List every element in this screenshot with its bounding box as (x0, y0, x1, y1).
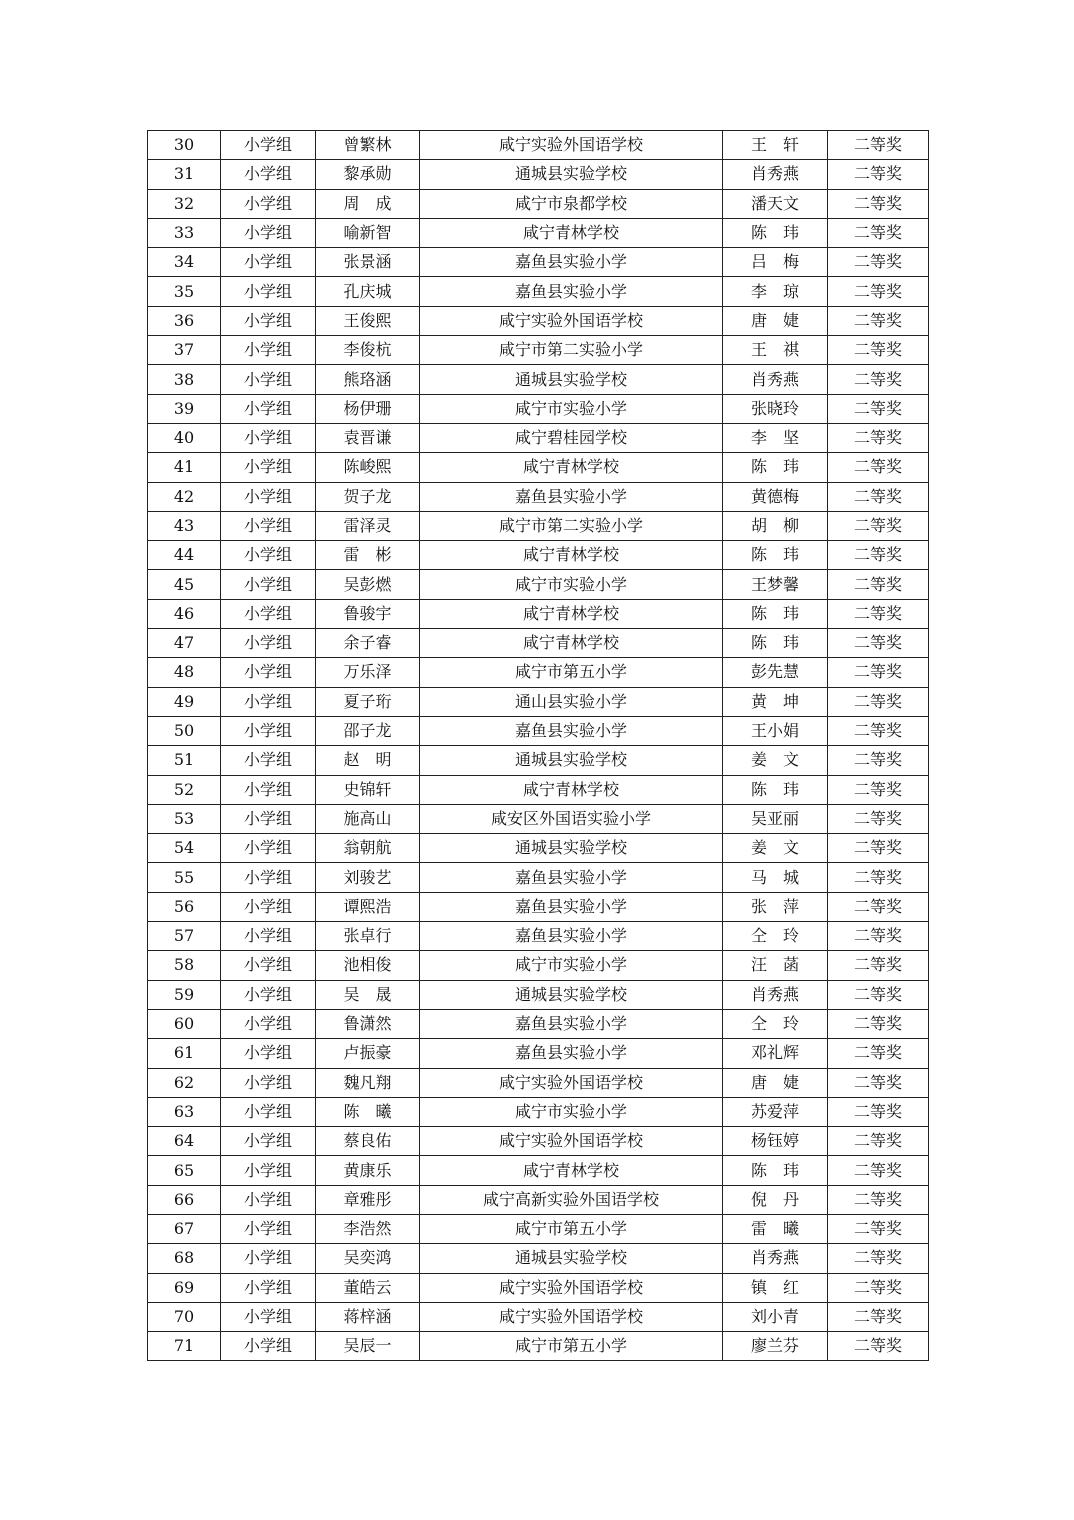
group-cell: 小学组 (221, 248, 316, 277)
row-number: 48 (148, 658, 221, 687)
row-number: 47 (148, 629, 221, 658)
student-name: 刘骏艺 (316, 863, 420, 892)
student-name: 孔庆城 (316, 277, 420, 306)
row-number: 42 (148, 482, 221, 511)
teacher-name: 陈 玮 (723, 541, 828, 570)
group-cell: 小学组 (221, 482, 316, 511)
teacher-name: 肖秀燕 (723, 980, 828, 1009)
table-row (148, 951, 929, 980)
award-cell: 二等奖 (828, 365, 929, 394)
teacher-name: 王 轩 (723, 131, 828, 160)
school-cell: 咸宁青林学校 (420, 453, 723, 482)
table-row (148, 1097, 929, 1126)
row-number: 61 (148, 1039, 221, 1068)
teacher-name: 刘小青 (723, 1302, 828, 1331)
table-row (148, 863, 929, 892)
student-name: 陈 曦 (316, 1097, 420, 1126)
student-name: 翁朝航 (316, 834, 420, 863)
table-row (148, 306, 929, 335)
school-cell: 通城县实验学校 (420, 980, 723, 1009)
school-cell: 咸宁青林学校 (420, 541, 723, 570)
row-number: 57 (148, 922, 221, 951)
school-cell: 通城县实验学校 (420, 365, 723, 394)
school-cell: 咸宁实验外国语学校 (420, 306, 723, 335)
award-cell: 二等奖 (828, 1332, 929, 1361)
group-cell: 小学组 (221, 775, 316, 804)
teacher-name: 肖秀燕 (723, 160, 828, 189)
school-cell: 咸宁市泉都学校 (420, 189, 723, 218)
row-number: 39 (148, 394, 221, 423)
student-name: 蔡良佑 (316, 1127, 420, 1156)
table-row (148, 131, 929, 160)
award-cell: 二等奖 (828, 394, 929, 423)
teacher-name: 雷 曦 (723, 1214, 828, 1243)
school-cell: 嘉鱼县实验小学 (420, 1039, 723, 1068)
award-cell: 二等奖 (828, 892, 929, 921)
student-name: 陈峻熙 (316, 453, 420, 482)
row-number: 67 (148, 1214, 221, 1243)
award-cell: 二等奖 (828, 1097, 929, 1126)
student-name: 施高山 (316, 804, 420, 833)
teacher-name: 陈 玮 (723, 599, 828, 628)
school-cell: 嘉鱼县实验小学 (420, 863, 723, 892)
teacher-name: 苏爱萍 (723, 1097, 828, 1126)
group-cell: 小学组 (221, 394, 316, 423)
award-cell: 二等奖 (828, 277, 929, 306)
table-row (148, 1127, 929, 1156)
table-row (148, 834, 929, 863)
school-cell: 通城县实验学校 (420, 1244, 723, 1273)
student-name: 曾繁林 (316, 131, 420, 160)
student-name: 李浩然 (316, 1214, 420, 1243)
school-cell: 咸宁市第五小学 (420, 1332, 723, 1361)
school-cell: 咸宁高新实验外国语学校 (420, 1185, 723, 1214)
group-cell: 小学组 (221, 365, 316, 394)
teacher-name: 姜 文 (723, 834, 828, 863)
group-cell: 小学组 (221, 511, 316, 540)
award-cell: 二等奖 (828, 1185, 929, 1214)
group-cell: 小学组 (221, 1009, 316, 1038)
group-cell: 小学组 (221, 1097, 316, 1126)
school-cell: 咸宁市第五小学 (420, 1214, 723, 1243)
table-row (148, 716, 929, 745)
table-row (148, 248, 929, 277)
award-cell: 二等奖 (828, 863, 929, 892)
table-row (148, 1214, 929, 1243)
school-cell: 通城县实验学校 (420, 746, 723, 775)
teacher-name: 仝 玲 (723, 1009, 828, 1038)
group-cell: 小学组 (221, 336, 316, 365)
teacher-name: 黄德梅 (723, 482, 828, 511)
teacher-name: 陈 玮 (723, 775, 828, 804)
group-cell: 小学组 (221, 658, 316, 687)
teacher-name: 王 祺 (723, 336, 828, 365)
school-cell: 咸宁实验外国语学校 (420, 1127, 723, 1156)
student-name: 王俊熙 (316, 306, 420, 335)
school-cell: 咸宁青林学校 (420, 1156, 723, 1185)
school-cell: 咸宁实验外国语学校 (420, 131, 723, 160)
row-number: 50 (148, 716, 221, 745)
table-row (148, 804, 929, 833)
group-cell: 小学组 (221, 980, 316, 1009)
table-row (148, 1273, 929, 1302)
row-number: 63 (148, 1097, 221, 1126)
teacher-name: 廖兰芬 (723, 1332, 828, 1361)
award-cell: 二等奖 (828, 511, 929, 540)
school-cell: 咸宁市实验小学 (420, 1097, 723, 1126)
teacher-name: 邓礼辉 (723, 1039, 828, 1068)
teacher-name: 马 城 (723, 863, 828, 892)
row-number: 45 (148, 570, 221, 599)
group-cell: 小学组 (221, 746, 316, 775)
school-cell: 嘉鱼县实验小学 (420, 716, 723, 745)
table-row (148, 277, 929, 306)
teacher-name: 陈 玮 (723, 218, 828, 247)
student-name: 吴奕鸿 (316, 1244, 420, 1273)
school-cell: 咸宁青林学校 (420, 629, 723, 658)
teacher-name: 王小娟 (723, 716, 828, 745)
table-row (148, 687, 929, 716)
table-row (148, 746, 929, 775)
student-name: 张卓行 (316, 922, 420, 951)
school-cell: 通城县实验学校 (420, 834, 723, 863)
group-cell: 小学组 (221, 423, 316, 452)
group-cell: 小学组 (221, 1214, 316, 1243)
table-row (148, 599, 929, 628)
row-number: 54 (148, 834, 221, 863)
row-number: 34 (148, 248, 221, 277)
table-row (148, 423, 929, 452)
award-cell: 二等奖 (828, 1214, 929, 1243)
group-cell: 小学组 (221, 1127, 316, 1156)
row-number: 52 (148, 775, 221, 804)
group-cell: 小学组 (221, 892, 316, 921)
row-number: 35 (148, 277, 221, 306)
teacher-name: 李 琼 (723, 277, 828, 306)
teacher-name: 杨钰婷 (723, 1127, 828, 1156)
school-cell: 咸宁实验外国语学校 (420, 1273, 723, 1302)
row-number: 53 (148, 804, 221, 833)
award-cell: 二等奖 (828, 746, 929, 775)
teacher-name: 肖秀燕 (723, 1244, 828, 1273)
school-cell: 咸宁青林学校 (420, 218, 723, 247)
row-number: 70 (148, 1302, 221, 1331)
award-cell: 二等奖 (828, 775, 929, 804)
school-cell: 咸安区外国语实验小学 (420, 804, 723, 833)
group-cell: 小学组 (221, 189, 316, 218)
award-cell: 二等奖 (828, 922, 929, 951)
table-row (148, 658, 929, 687)
group-cell: 小学组 (221, 716, 316, 745)
group-cell: 小学组 (221, 629, 316, 658)
award-cell: 二等奖 (828, 1009, 929, 1038)
school-cell: 嘉鱼县实验小学 (420, 277, 723, 306)
group-cell: 小学组 (221, 951, 316, 980)
row-number: 30 (148, 131, 221, 160)
table-row (148, 1039, 929, 1068)
school-cell: 嘉鱼县实验小学 (420, 892, 723, 921)
student-name: 万乐泽 (316, 658, 420, 687)
table-row (148, 336, 929, 365)
award-cell: 二等奖 (828, 951, 929, 980)
row-number: 68 (148, 1244, 221, 1273)
school-cell: 咸宁市第二实验小学 (420, 511, 723, 540)
student-name: 吴彭燃 (316, 570, 420, 599)
table-row (148, 541, 929, 570)
table-row (148, 218, 929, 247)
row-number: 41 (148, 453, 221, 482)
row-number: 40 (148, 423, 221, 452)
award-cell: 二等奖 (828, 980, 929, 1009)
student-name: 蒋梓涵 (316, 1302, 420, 1331)
teacher-name: 仝 玲 (723, 922, 828, 951)
school-cell: 咸宁市第二实验小学 (420, 336, 723, 365)
table-row (148, 1185, 929, 1214)
student-name: 张景涵 (316, 248, 420, 277)
group-cell: 小学组 (221, 1156, 316, 1185)
school-cell: 嘉鱼县实验小学 (420, 922, 723, 951)
award-cell: 二等奖 (828, 1244, 929, 1273)
school-cell: 咸宁实验外国语学校 (420, 1068, 723, 1097)
student-name: 雷 彬 (316, 541, 420, 570)
award-cell: 二等奖 (828, 629, 929, 658)
school-cell: 咸宁市实验小学 (420, 394, 723, 423)
row-number: 58 (148, 951, 221, 980)
row-number: 43 (148, 511, 221, 540)
student-name: 余子睿 (316, 629, 420, 658)
student-name: 袁晋谦 (316, 423, 420, 452)
school-cell: 咸宁市第五小学 (420, 658, 723, 687)
award-cell: 二等奖 (828, 658, 929, 687)
group-cell: 小学组 (221, 1068, 316, 1097)
row-number: 55 (148, 863, 221, 892)
table-row (148, 1009, 929, 1038)
row-number: 38 (148, 365, 221, 394)
student-name: 邵子龙 (316, 716, 420, 745)
award-cell: 二等奖 (828, 189, 929, 218)
student-name: 谭熙浩 (316, 892, 420, 921)
teacher-name: 汪 菡 (723, 951, 828, 980)
teacher-name: 倪 丹 (723, 1185, 828, 1214)
student-name: 李俊杭 (316, 336, 420, 365)
student-name: 黎承勋 (316, 160, 420, 189)
row-number: 49 (148, 687, 221, 716)
award-cell: 二等奖 (828, 570, 929, 599)
table-row (148, 629, 929, 658)
row-number: 36 (148, 306, 221, 335)
student-name: 卢振豪 (316, 1039, 420, 1068)
award-cell: 二等奖 (828, 1302, 929, 1331)
award-cell: 二等奖 (828, 804, 929, 833)
table-row (148, 1156, 929, 1185)
student-name: 周 成 (316, 189, 420, 218)
teacher-name: 黄 坤 (723, 687, 828, 716)
teacher-name: 唐 婕 (723, 1068, 828, 1097)
student-name: 熊珞涵 (316, 365, 420, 394)
teacher-name: 肖秀燕 (723, 365, 828, 394)
school-cell: 咸宁青林学校 (420, 775, 723, 804)
school-cell: 嘉鱼县实验小学 (420, 1009, 723, 1038)
student-name: 贺子龙 (316, 482, 420, 511)
award-cell: 二等奖 (828, 218, 929, 247)
group-cell: 小学组 (221, 160, 316, 189)
school-cell: 咸宁碧桂园学校 (420, 423, 723, 452)
award-cell: 二等奖 (828, 1156, 929, 1185)
table-row (148, 453, 929, 482)
award-cell: 二等奖 (828, 423, 929, 452)
row-number: 33 (148, 218, 221, 247)
teacher-name: 陈 玮 (723, 453, 828, 482)
teacher-name: 彭先慧 (723, 658, 828, 687)
school-cell: 嘉鱼县实验小学 (420, 248, 723, 277)
student-name: 吴 晟 (316, 980, 420, 1009)
award-cell: 二等奖 (828, 599, 929, 628)
student-name: 雷泽灵 (316, 511, 420, 540)
teacher-name: 张 萍 (723, 892, 828, 921)
student-name: 董皓云 (316, 1273, 420, 1302)
award-cell: 二等奖 (828, 1068, 929, 1097)
award-table-body (148, 131, 929, 1361)
student-name: 魏凡翔 (316, 1068, 420, 1097)
group-cell: 小学组 (221, 1273, 316, 1302)
row-number: 65 (148, 1156, 221, 1185)
row-number: 64 (148, 1127, 221, 1156)
group-cell: 小学组 (221, 570, 316, 599)
table-row (148, 892, 929, 921)
row-number: 59 (148, 980, 221, 1009)
group-cell: 小学组 (221, 863, 316, 892)
school-cell: 通城县实验学校 (420, 160, 723, 189)
row-number: 62 (148, 1068, 221, 1097)
table-row (148, 1302, 929, 1331)
group-cell: 小学组 (221, 131, 316, 160)
school-cell: 嘉鱼县实验小学 (420, 482, 723, 511)
group-cell: 小学组 (221, 804, 316, 833)
teacher-name: 陈 玮 (723, 1156, 828, 1185)
award-cell: 二等奖 (828, 131, 929, 160)
student-name: 史锦轩 (316, 775, 420, 804)
group-cell: 小学组 (221, 306, 316, 335)
table-row (148, 189, 929, 218)
teacher-name: 姜 文 (723, 746, 828, 775)
teacher-name: 胡 柳 (723, 511, 828, 540)
row-number: 46 (148, 599, 221, 628)
table-row (148, 1068, 929, 1097)
award-cell: 二等奖 (828, 541, 929, 570)
group-cell: 小学组 (221, 1302, 316, 1331)
award-cell: 二等奖 (828, 336, 929, 365)
award-cell: 二等奖 (828, 160, 929, 189)
group-cell: 小学组 (221, 1039, 316, 1068)
table-row (148, 1244, 929, 1273)
school-cell: 咸宁市实验小学 (420, 951, 723, 980)
student-name: 池相俊 (316, 951, 420, 980)
school-cell: 咸宁青林学校 (420, 599, 723, 628)
teacher-name: 吕 梅 (723, 248, 828, 277)
table-row (148, 160, 929, 189)
table-row (148, 1332, 929, 1361)
row-number: 69 (148, 1273, 221, 1302)
row-number: 31 (148, 160, 221, 189)
row-number: 51 (148, 746, 221, 775)
award-cell: 二等奖 (828, 834, 929, 863)
award-cell: 二等奖 (828, 1039, 929, 1068)
student-name: 黄康乐 (316, 1156, 420, 1185)
teacher-name: 镇 红 (723, 1273, 828, 1302)
award-cell: 二等奖 (828, 248, 929, 277)
award-cell: 二等奖 (828, 1273, 929, 1302)
row-number: 32 (148, 189, 221, 218)
student-name: 喻新智 (316, 218, 420, 247)
table-row (148, 365, 929, 394)
table-row (148, 980, 929, 1009)
row-number: 60 (148, 1009, 221, 1038)
row-number: 37 (148, 336, 221, 365)
student-name: 鲁潇然 (316, 1009, 420, 1038)
award-cell: 二等奖 (828, 1127, 929, 1156)
group-cell: 小学组 (221, 599, 316, 628)
row-number: 71 (148, 1332, 221, 1361)
group-cell: 小学组 (221, 218, 316, 247)
school-cell: 咸宁市实验小学 (420, 570, 723, 599)
award-cell: 二等奖 (828, 687, 929, 716)
teacher-name: 吴亚丽 (723, 804, 828, 833)
table-row (148, 570, 929, 599)
award-cell: 二等奖 (828, 306, 929, 335)
teacher-name: 李 坚 (723, 423, 828, 452)
group-cell: 小学组 (221, 687, 316, 716)
teacher-name: 潘天文 (723, 189, 828, 218)
row-number: 66 (148, 1185, 221, 1214)
group-cell: 小学组 (221, 922, 316, 951)
group-cell: 小学组 (221, 541, 316, 570)
row-number: 56 (148, 892, 221, 921)
student-name: 吴辰一 (316, 1332, 420, 1361)
group-cell: 小学组 (221, 1244, 316, 1273)
group-cell: 小学组 (221, 1185, 316, 1214)
teacher-name: 张晓玲 (723, 394, 828, 423)
school-cell: 通山县实验小学 (420, 687, 723, 716)
student-name: 鲁骏宇 (316, 599, 420, 628)
table-row (148, 394, 929, 423)
student-name: 夏子珩 (316, 687, 420, 716)
table-row (148, 511, 929, 540)
table-row (148, 482, 929, 511)
row-number: 44 (148, 541, 221, 570)
teacher-name: 陈 玮 (723, 629, 828, 658)
group-cell: 小学组 (221, 1332, 316, 1361)
award-table (147, 130, 929, 1361)
award-cell: 二等奖 (828, 716, 929, 745)
award-cell: 二等奖 (828, 482, 929, 511)
award-cell: 二等奖 (828, 453, 929, 482)
group-cell: 小学组 (221, 834, 316, 863)
student-name: 杨伊珊 (316, 394, 420, 423)
teacher-name: 王梦馨 (723, 570, 828, 599)
student-name: 章雅彤 (316, 1185, 420, 1214)
school-cell: 咸宁实验外国语学校 (420, 1302, 723, 1331)
table-row (148, 922, 929, 951)
group-cell: 小学组 (221, 453, 316, 482)
student-name: 赵 明 (316, 746, 420, 775)
group-cell: 小学组 (221, 277, 316, 306)
table-row (148, 775, 929, 804)
teacher-name: 唐 婕 (723, 306, 828, 335)
